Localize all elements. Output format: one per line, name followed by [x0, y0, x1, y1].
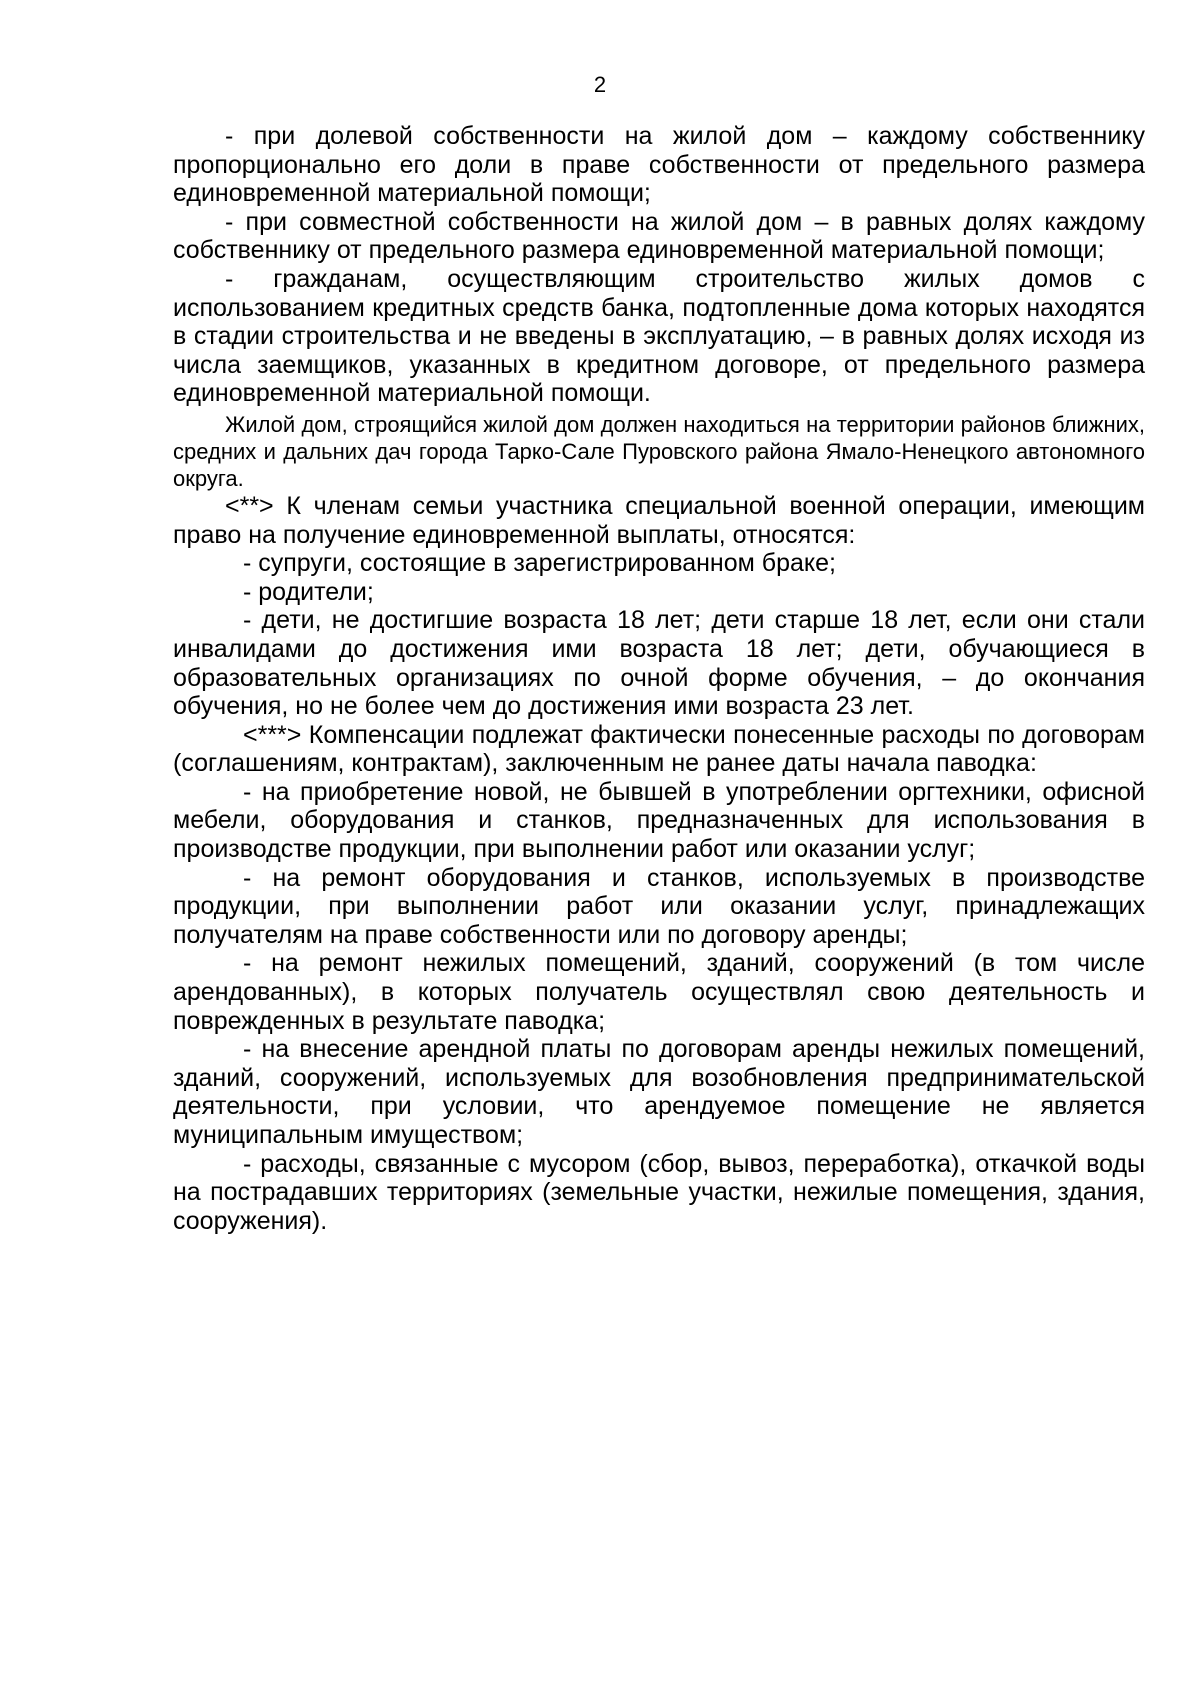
- paragraph-construction-credit: - гражданам, осуществляющим строительство жилых домов с использованием кредитных средств банка, подтопленные дома которых находятся в стадии строительства и не введены в эксплуатацию, – в равных долях исходя из числа заемщиков, указанных в кредитном договоре, от предельного размера единовременной материальной помощи.: [173, 264, 1145, 408]
- paragraph-family-members-intro: <**> К членам семьи участника специальной военной операции, имеющим право на получение единовременной выплаты, относятся:: [173, 491, 1145, 549]
- page-number: 2: [593, 72, 607, 97]
- list-item-debris-expenses: - расходы, связанные с мусором (сбор, вывоз, переработка), откачкой воды на пострадавших территориях (земельные участки, нежилые помещения, здания, сооружения).: [173, 1149, 1145, 1235]
- list-item-equipment-repair: - на ремонт оборудования и станков, используемых в производстве продукции, при выполнении работ или оказании услуг, принадлежащих получателям на праве собственности или по договору аренды;: [173, 863, 1145, 949]
- paragraph-house-location: Жилой дом, строящийся жилой дом должен находиться на территории районов ближних, средних и дальних дач города Тарко-Сале Пуровского района Ямало-Ненецкого автономного округа.: [173, 411, 1145, 491]
- paragraph-compensation-intro: <***> Компенсации подлежат фактически понесенные расходы по договорам (соглашениям, контрактам), заключенным не ранее даты начала паводка:: [173, 720, 1145, 778]
- list-item-parents: - родители;: [243, 577, 374, 606]
- paragraph-joint-ownership: - при совместной собственности на жилой дом – в равных долях каждому собственнику от предельного размера единовременной материальной помощи;: [173, 207, 1145, 265]
- document-body: [173, 122, 1145, 1235]
- list-item-equipment-purchase: - на приобретение новой, не бывшей в употреблении оргтехники, офисной мебели, оборудования и станков, предназначенных для использования в производстве продукции, при выполнении работ или оказании услуг;: [173, 777, 1145, 864]
- list-item-spouses: - супруги, состоящие в зарегистрированном браке;: [243, 549, 836, 578]
- list-item-children: - дети, не достигшие возраста 18 лет; дети старше 18 лет, если они стали инвалидами до достижения ими возраста 18 лет; дети, обучающиеся в образовательных организациях по очной форме обучения, – до окончания обучения, но не более чем до достижения ими возраста 23 лет.: [173, 606, 1145, 721]
- list-item-rent-payment: - на внесение арендной платы по договорам аренды нежилых помещений, зданий, сооружений, используемых для возобновления предпринимательской деятельности, при условии, что арендуемое помещение не является муниципальным имуществом;: [173, 1035, 1145, 1149]
- list-item-premises-repair: - на ремонт нежилых помещений, зданий, сооружений (в том числе арендованных), в которых получатель осуществлял свою деятельность и поврежденных в результате паводка;: [173, 949, 1145, 1035]
- paragraph-shared-ownership: - при долевой собственности на жилой дом – каждому собственнику пропорционально его доли в праве собственности от предельного размера единовременной материальной помощи;: [173, 122, 1145, 208]
